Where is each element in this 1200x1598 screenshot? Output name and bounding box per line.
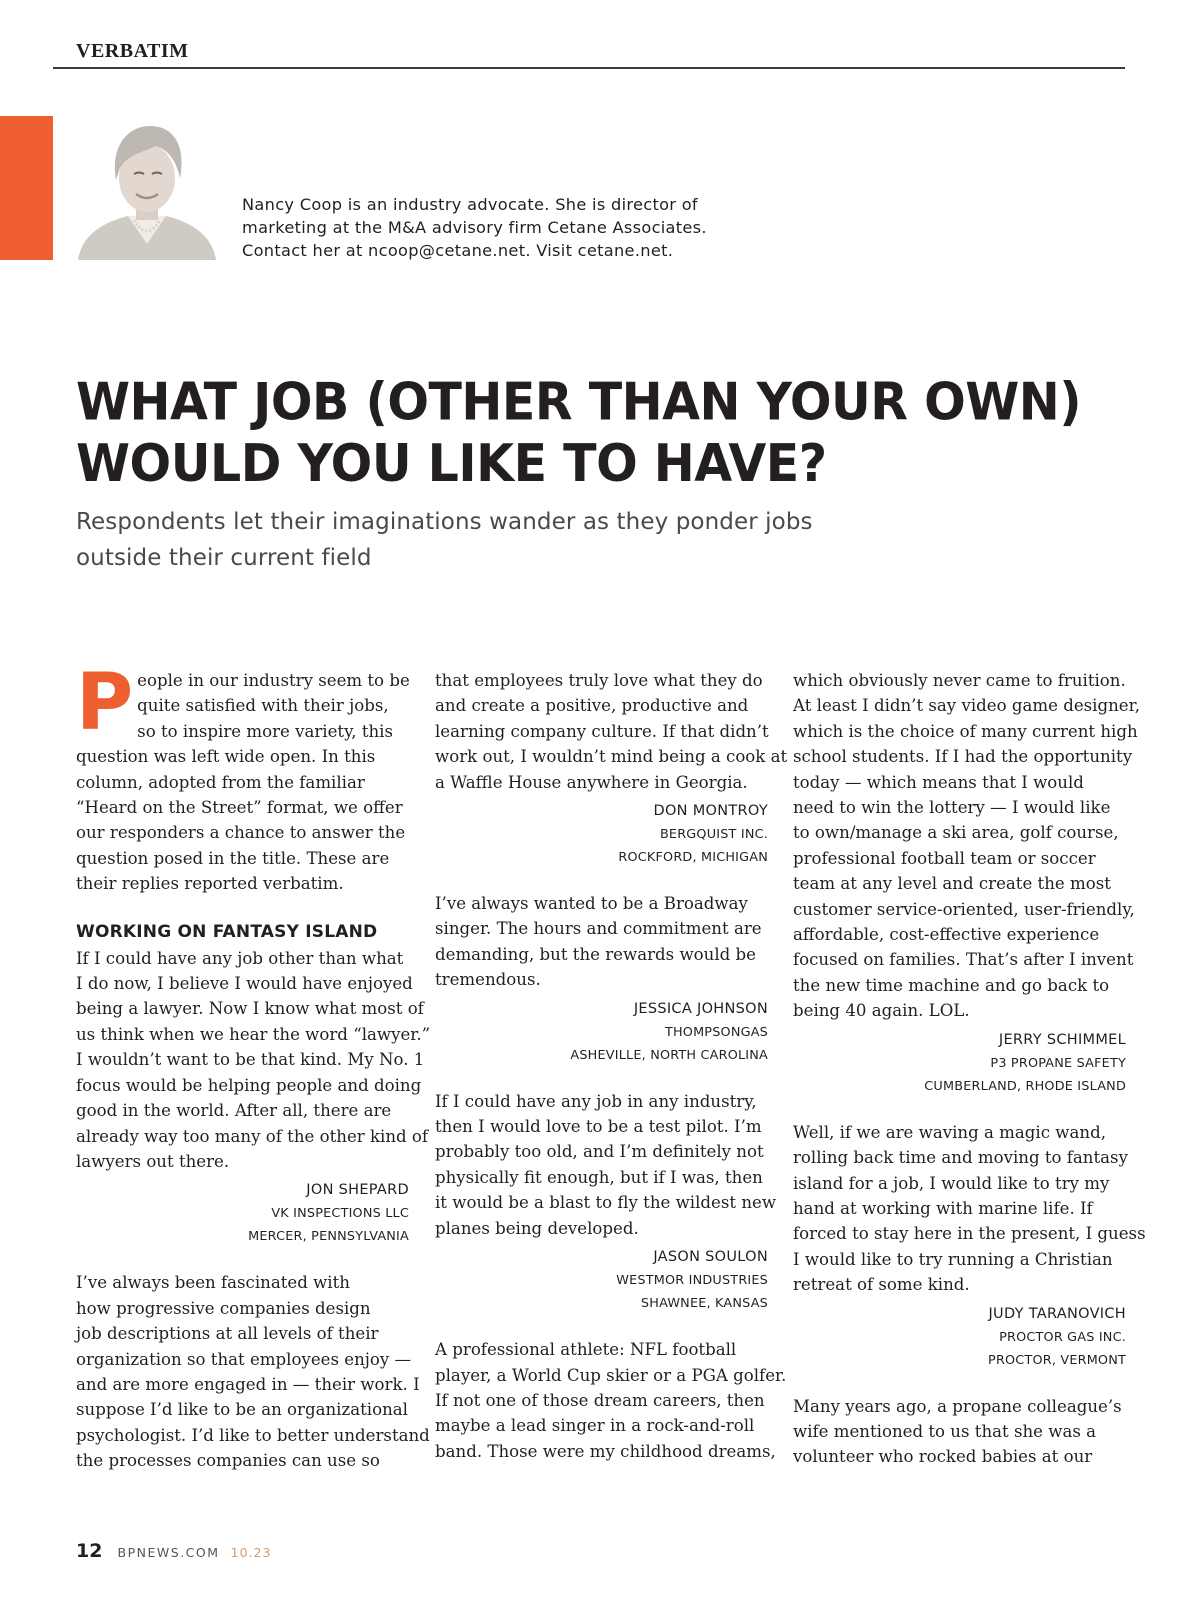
website-link[interactable]: BPNEWS.COM (117, 1545, 220, 1560)
text-line: that employees truly love what they do (435, 671, 763, 690)
response-paragraph (793, 668, 1140, 1024)
text-line: eople in our industry seem to be (137, 671, 410, 690)
text-line: a Waffle House anywhere in Georgia. (435, 772, 748, 792)
text-line: work out, I wouldn’t mind being a cook at (435, 747, 788, 767)
author-bio-line: Contact her at ncoop@cetane.net. Visit cetane.net. (242, 241, 674, 260)
text-line: I wouldn’t want to be that kind. My No. 1 (76, 1050, 425, 1070)
text-line: being a lawyer. Now I know what most of (76, 999, 424, 1019)
respondent-name: JASON SOULON (653, 1249, 768, 1266)
text-line: so to inspire more variety, this (137, 721, 393, 741)
respondent-location: ROCKFORD, MICHIGAN (618, 850, 768, 866)
text-line: I do now, I believe I would have enjoyed (76, 974, 413, 994)
text-line: good in the world. After all, there are (76, 1101, 392, 1121)
respondent-name: JON SHEPARD (306, 1182, 409, 1199)
text-line: school students. If I had the opportunity (793, 747, 1133, 767)
article-dek (76, 504, 836, 576)
text-line: retreat of some kind. (793, 1275, 970, 1295)
text-line: At least I didn’t say video game designer, (793, 696, 1140, 716)
text-line: already way too many of the other kind of (76, 1126, 429, 1146)
author-bio-line: Nancy Coop is an industry advocate. She is director of (242, 195, 698, 214)
text-line: Many years ago, a propane colleague’s (793, 1396, 1122, 1416)
respondent-company: P3 PROPANE SAFETY (990, 1055, 1126, 1071)
respondent-attribution (76, 1178, 409, 1248)
drop-cap: P (76, 658, 134, 748)
respondent-location: ASHEVILLE, NORTH CAROLINA (570, 1047, 768, 1063)
text-line: affordable, cost-effective experience (793, 925, 1100, 945)
response-paragraph (793, 1394, 1126, 1470)
dek-line: outside their current field (76, 545, 372, 571)
subhead: WORKING ON FANTASY ISLAND (76, 921, 378, 942)
article-column-3 (793, 668, 1146, 1470)
respondent-location: CUMBERLAND, RHODE ISLAND (924, 1078, 1126, 1094)
author-bio-line: marketing at the M&A advisory firm Cetane Associates. (242, 218, 707, 237)
text-line: professional football team or soccer (793, 848, 1096, 868)
text-line: band. Those were my childhood dreams, (435, 1441, 776, 1461)
issue-date: 10.23 (230, 1545, 272, 1560)
header-rule (53, 67, 1125, 69)
text-line: us think when we hear the word “lawyer.” (76, 1024, 431, 1044)
text-line: planes being developed. (435, 1218, 639, 1238)
text-line: quite satisfied with their jobs, (137, 696, 389, 716)
respondent-name: JUDY TARANOVICH (988, 1305, 1126, 1322)
text-line: column, adopted from the familiar (76, 772, 365, 792)
text-line: their replies reported verbatim. (76, 874, 344, 894)
text-line: If I could have any job in any industry, (435, 1091, 757, 1111)
respondent-name: DON MONTROY (653, 803, 768, 820)
page-number: 12 (76, 1540, 103, 1562)
text-line: focus would be helping people and doing (76, 1075, 422, 1095)
respondent-name: JERRY SCHIMMEL (998, 1031, 1126, 1048)
response-paragraph (435, 668, 788, 795)
response-paragraph (76, 946, 431, 1175)
text-line: suppose I’d like to be an organizational (76, 1400, 408, 1420)
author-bio (242, 193, 722, 262)
respondent-attribution (435, 997, 768, 1067)
text-line: tremendous. (435, 970, 541, 990)
text-line: organization so that employees enjoy — (76, 1349, 412, 1369)
text-line: which obviously never came to fruition. (793, 671, 1126, 690)
response-paragraph (793, 1120, 1146, 1298)
text-line: focused on families. That’s after I invent (793, 950, 1134, 970)
text-line: and create a positive, productive and (435, 696, 749, 716)
text-line: island for a job, I would like to try my (793, 1173, 1110, 1193)
response-paragraph (435, 891, 768, 993)
text-line: demanding, but the rewards would be (435, 944, 756, 964)
text-line: question was left wide open. In this (76, 747, 376, 767)
text-line: being 40 again. LOL. (793, 1001, 970, 1021)
text-line: then I would love to be a test pilot. I’m (435, 1117, 762, 1137)
respondent-company: VK INSPECTIONS LLC (271, 1206, 409, 1222)
intro-paragraph (76, 658, 410, 897)
respondent-attribution (435, 1245, 768, 1315)
text-line: question posed in the title. These are (76, 848, 390, 868)
respondent-company: BERGQUIST INC. (659, 827, 768, 843)
text-line: how progressive companies design (76, 1298, 371, 1318)
respondent-name: JESSICA JOHNSON (633, 1000, 768, 1017)
article-column-1 (76, 658, 431, 1474)
response-paragraph (76, 1270, 430, 1473)
text-line: our responders a chance to answer the (76, 823, 406, 843)
text-line: customer service-oriented, user-friendly, (793, 899, 1135, 919)
text-line: I would like to try running a Christian (793, 1249, 1113, 1269)
text-line: “Heard on the Street” format, we offer (76, 798, 403, 818)
text-line: physically fit enough, but if I was, then (435, 1167, 763, 1187)
text-line: need to win the lottery — I would like (793, 798, 1111, 818)
text-line: I’ve always been fascinated with (76, 1273, 350, 1293)
text-line: the new time machine and go back to (793, 975, 1110, 995)
respondent-company: WESTMOR INDUSTRIES (616, 1273, 768, 1289)
text-line: hand at working with marine life. If (793, 1198, 1093, 1218)
text-line: player, a World Cup skier or a PGA golfer. (435, 1365, 787, 1385)
text-line: lawyers out there. (76, 1151, 230, 1171)
text-line: psychologist. I’d like to better understand (76, 1425, 430, 1445)
text-line: Well, if we are waving a magic wand, (793, 1122, 1106, 1142)
text-line: A professional athlete: NFL football (435, 1340, 737, 1360)
text-line: maybe a lead singer in a rock-and-roll (435, 1416, 755, 1436)
headline-line: WHAT JOB (OTHER THAN YOUR OWN) (76, 372, 1082, 433)
text-line: singer. The hours and commitment are (435, 919, 762, 939)
article-column-2 (435, 668, 788, 1464)
respondent-location: PROCTOR, VERMONT (988, 1352, 1126, 1368)
text-line: volunteer who rocked babies at our (793, 1447, 1093, 1467)
respondent-location: MERCER, PENNSYLVANIA (248, 1229, 409, 1245)
text-line: probably too old, and I’m definitely not (435, 1142, 764, 1162)
text-line: to own/manage a ski area, golf course, (793, 823, 1119, 843)
text-line: wife mentioned to us that she was a (793, 1421, 1097, 1441)
respondent-company: THOMPSONGAS (664, 1024, 768, 1040)
respondent-location: SHAWNEE, KANSAS (640, 1296, 768, 1312)
article-headline (76, 372, 1136, 495)
text-line: which is the choice of many current high (793, 721, 1138, 741)
respondent-company: PROCTOR GAS INC. (999, 1329, 1126, 1345)
dek-line: Respondents let their imaginations wander as they ponder jobs (76, 509, 813, 535)
section-label: VERBATIM (76, 40, 189, 62)
text-line: it would be a blast to fly the wildest new (435, 1193, 777, 1213)
text-line: I’ve always wanted to be a Broadway (435, 894, 748, 914)
headline-line: WOULD YOU LIKE TO HAVE? (76, 433, 827, 494)
author-portrait (76, 116, 218, 260)
accent-bar (0, 116, 53, 260)
text-line: If I could have any job other than what (76, 948, 404, 968)
respondent-attribution (793, 1028, 1126, 1098)
respondent-attribution (793, 1302, 1126, 1372)
text-line: today — which means that I would (793, 772, 1084, 792)
text-line: learning company culture. If that didn’t (435, 721, 769, 741)
respondent-attribution (435, 799, 768, 869)
text-line: forced to stay here in the present, I guess (793, 1224, 1146, 1244)
page-footer (76, 1540, 271, 1562)
text-line: rolling back time and moving to fantasy (793, 1148, 1128, 1168)
response-paragraph (435, 1089, 777, 1241)
text-line: team at any level and create the most (793, 874, 1111, 894)
response-paragraph (435, 1337, 787, 1464)
text-line: the processes companies can use so (76, 1451, 380, 1471)
text-line: If not one of those dream careers, then (435, 1390, 765, 1410)
text-line: job descriptions at all levels of their (76, 1324, 379, 1344)
text-line: and are more engaged in — their work. I (76, 1374, 420, 1394)
